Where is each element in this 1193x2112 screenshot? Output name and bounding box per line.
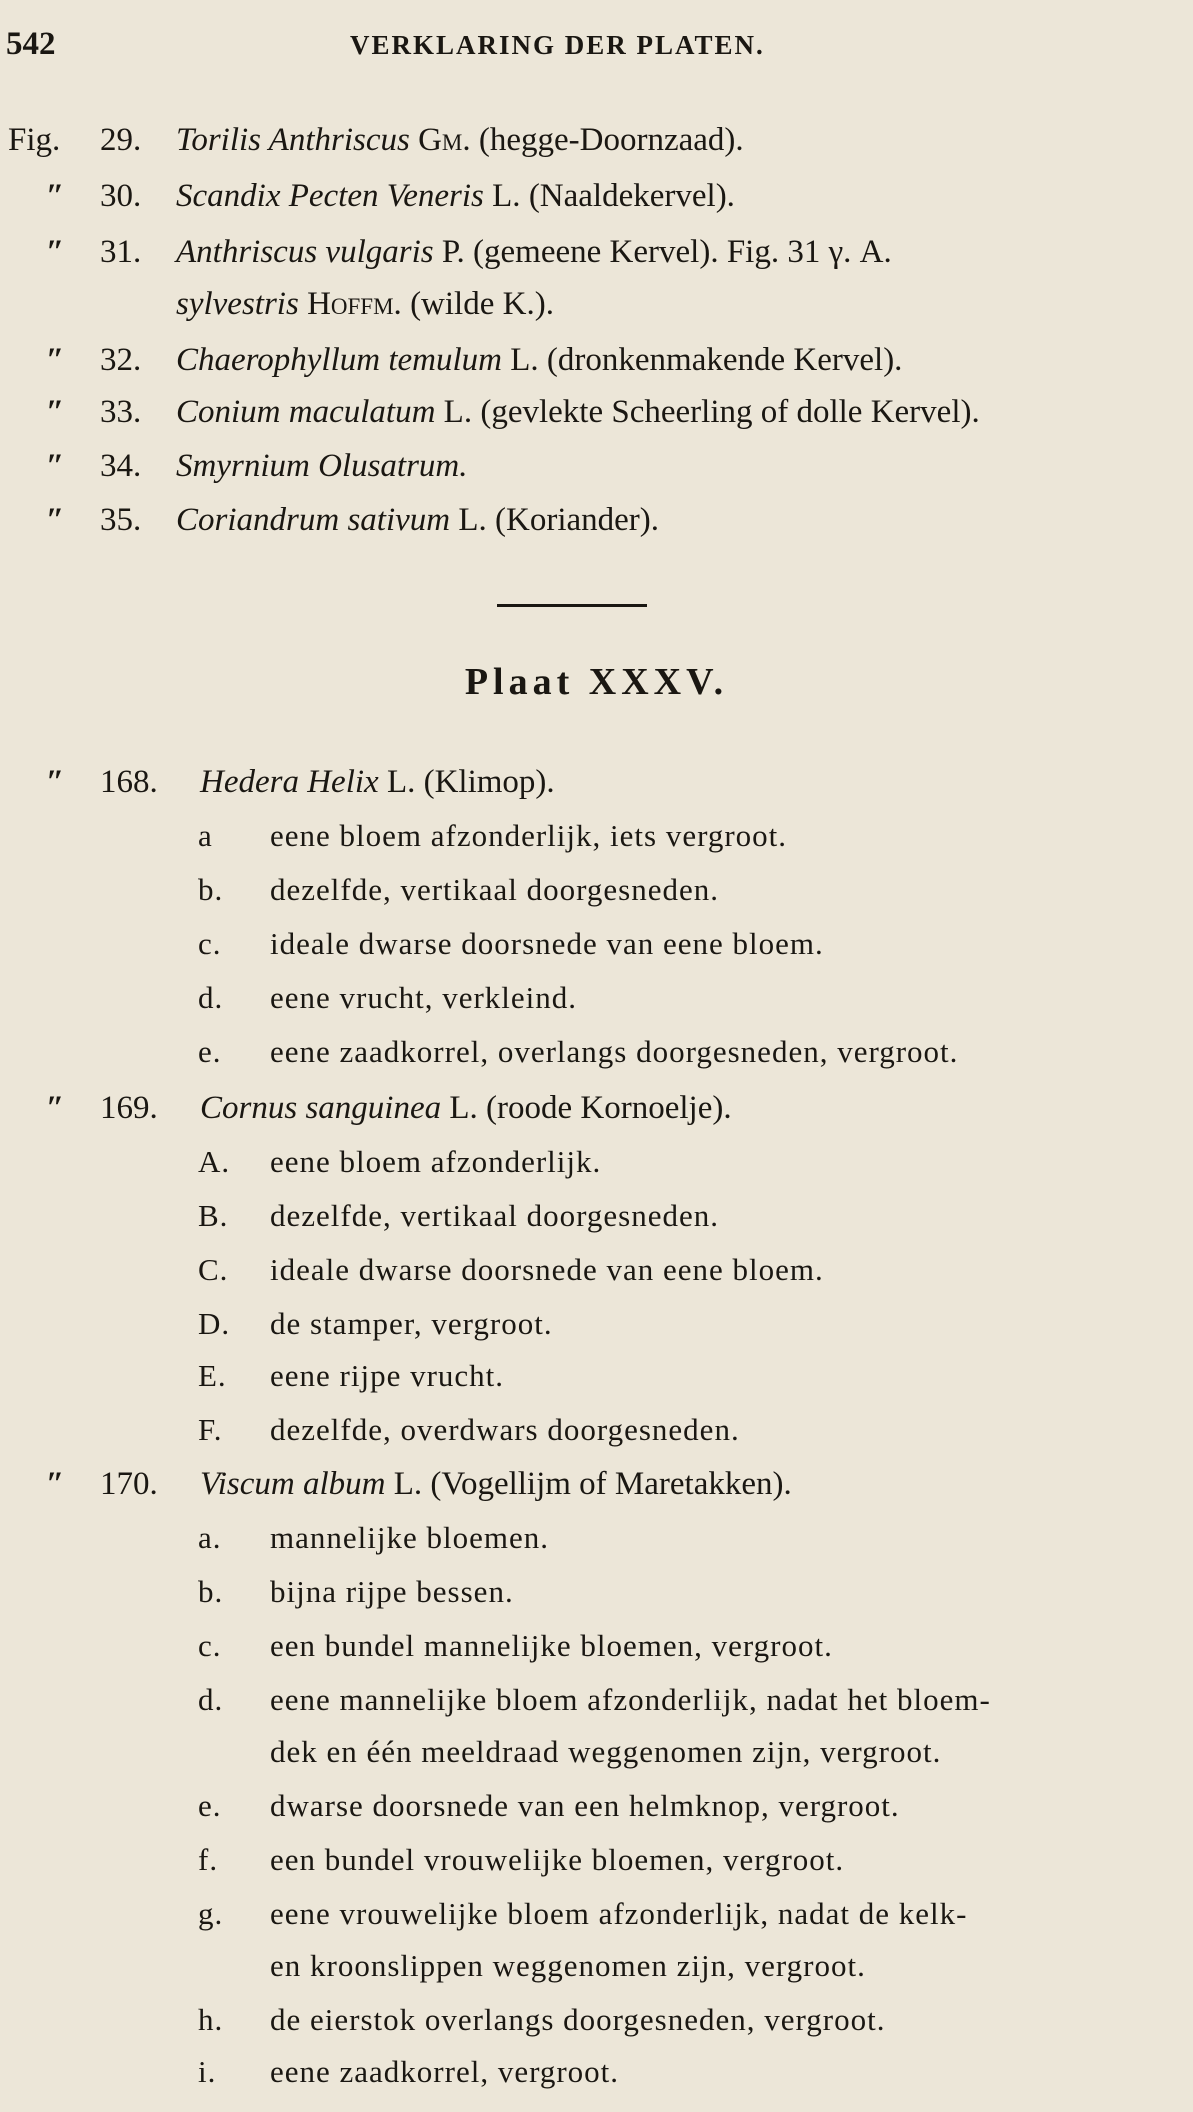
ditto-mark: ″ — [46, 1090, 65, 1126]
list-item — [0, 1350, 1193, 1402]
item-letter: b. — [198, 872, 224, 907]
species-name: Viscum album — [200, 1466, 386, 1502]
fig-number: 34. — [100, 448, 142, 484]
species-name: Conium maculatum — [176, 394, 436, 430]
item-letter: a. — [198, 1520, 222, 1555]
plate-entry-168 — [0, 756, 1193, 808]
ditto-mark: ″ — [46, 178, 65, 214]
fig-label: Fig. — [8, 122, 61, 158]
list-item — [0, 1026, 1193, 1078]
plate-number: 170. — [100, 1466, 158, 1502]
page-header — [0, 26, 1193, 76]
list-item — [0, 1620, 1193, 1672]
species-name: Chaerophyllum temulum — [176, 342, 502, 378]
item-text: mannelijke bloemen. — [270, 1520, 549, 1555]
fig-entry-29 — [0, 114, 1193, 166]
author: P. — [441, 234, 465, 270]
list-item — [0, 1512, 1193, 1564]
common-name: (gemeene Kervel). Fig. 31 γ. A. — [464, 234, 892, 270]
item-text: eene vrucht, verkleind. — [270, 980, 578, 1015]
plate-entry-170 — [0, 1458, 1193, 1510]
list-item — [0, 1298, 1193, 1350]
fig-number: 31. — [100, 234, 142, 270]
item-continuation: dek en één meeldraad weggenomen zijn, vergroot. — [270, 1734, 942, 1769]
fig-description — [176, 170, 735, 222]
fig-number: 32. — [100, 342, 142, 378]
item-letter: b. — [198, 1574, 224, 1609]
species-name: Anthriscus vulgaris — [176, 234, 434, 270]
fig-description — [176, 386, 980, 438]
list-item — [0, 1190, 1193, 1242]
fig-entry-34 — [0, 440, 1193, 492]
list-item — [0, 1780, 1193, 1832]
list-item — [0, 972, 1193, 1024]
fig-number: 30. — [100, 178, 142, 214]
plate-entry-169 — [0, 1082, 1193, 1134]
item-letter: A. — [198, 1144, 231, 1179]
item-text: de eierstok overlangs doorgesneden, vergroot. — [270, 2002, 886, 2037]
item-letter: F. — [198, 1412, 223, 1447]
section-divider — [497, 604, 647, 607]
species-name: Scandix Pecten Veneris — [176, 178, 484, 214]
fig-number: 29. — [100, 122, 142, 158]
item-text: eene bloem afzonderlijk. — [270, 1144, 602, 1179]
fig-description — [176, 226, 892, 278]
fig-description — [176, 334, 902, 386]
fig-entry-31 — [0, 226, 1193, 278]
fig-entry-30 — [0, 170, 1193, 222]
list-item — [0, 1404, 1193, 1456]
list-item — [0, 2046, 1193, 2098]
ditto-mark: ″ — [46, 394, 65, 430]
item-letter: d. — [198, 1682, 224, 1717]
plate-number: 168. — [100, 764, 158, 800]
list-item — [0, 1834, 1193, 1886]
common-name: (hegge-Doornzaad). — [470, 122, 744, 158]
species-name: Hedera Helix — [200, 764, 379, 800]
species-name: Cornus sanguinea — [200, 1090, 442, 1126]
item-letter: i. — [198, 2054, 217, 2089]
common-name: (Koriander). — [486, 502, 660, 538]
list-item — [0, 1136, 1193, 1188]
item-letter: h. — [198, 2002, 224, 2037]
item-letter: B. — [198, 1198, 229, 1233]
author: L. — [492, 178, 521, 214]
ditto-mark: ″ — [46, 1466, 65, 1502]
item-text: dezelfde, vertikaal doorgesneden. — [270, 1198, 720, 1233]
item-letter: D. — [198, 1306, 231, 1341]
common-name: (Naaldekervel). — [520, 178, 735, 214]
item-text: een bundel mannelijke bloemen, vergroot. — [270, 1628, 833, 1663]
item-letter: a — [198, 818, 213, 853]
list-item — [0, 864, 1193, 916]
item-text: dezelfde, vertikaal doorgesneden. — [270, 872, 720, 907]
item-letter: c. — [198, 926, 222, 961]
running-head: VERKLARING DER PLATEN. — [350, 30, 765, 60]
author: L. — [458, 502, 487, 538]
common-name: (Klimop). — [415, 764, 555, 800]
plate-description — [200, 756, 555, 808]
item-text: eene zaadkorrel, overlangs doorgesneden, vergroot. — [270, 1034, 959, 1069]
fig-entry-35 — [0, 494, 1193, 546]
fig-entry-33 — [0, 386, 1193, 438]
item-text: de stamper, vergroot. — [270, 1306, 553, 1341]
item-text: dezelfde, overdwars doorgesneden. — [270, 1412, 740, 1447]
species-name: sylvestris — [176, 286, 299, 322]
ditto-mark: ″ — [46, 764, 65, 800]
list-item — [0, 810, 1193, 862]
fig-number: 35. — [100, 502, 142, 538]
list-item — [0, 1566, 1193, 1618]
item-letter: d. — [198, 980, 224, 1015]
ditto-mark: ″ — [46, 502, 65, 538]
item-letter: f. — [198, 1842, 219, 1877]
author: L. — [510, 342, 539, 378]
plate-number: 169. — [100, 1090, 158, 1126]
plate-title: Plaat XXXV. — [464, 661, 729, 703]
common-name: (wilde K.). — [401, 286, 554, 322]
item-text: een bundel vrouwelijke bloemen, vergroot. — [270, 1842, 845, 1877]
species-name: Torilis Anthriscus — [176, 122, 410, 158]
item-text: eene mannelijke bloem afzonderlijk, nadat het bloem- — [270, 1682, 991, 1717]
item-letter: E. — [198, 1358, 227, 1393]
item-letter: C. — [198, 1252, 229, 1287]
fig-description — [176, 494, 659, 546]
list-item — [0, 1994, 1193, 2046]
page-number: 542 — [6, 26, 56, 62]
item-text: eene rijpe vrucht. — [270, 1358, 505, 1393]
item-continuation: en kroonslippen weggenomen zijn, vergroot. — [270, 1948, 866, 1983]
fig-description — [176, 440, 468, 492]
item-text: eene bloem afzonderlijk, iets vergroot. — [270, 818, 788, 853]
author: Hoffm. — [307, 286, 402, 322]
ditto-mark: ″ — [46, 448, 65, 484]
item-letter: g. — [198, 1896, 224, 1931]
item-letter: c. — [198, 1628, 222, 1663]
ditto-mark: ″ — [46, 234, 65, 270]
list-item — [0, 1674, 1193, 1726]
item-text: ideale dwarse doorsnede van eene bloem. — [270, 926, 824, 961]
list-item — [0, 918, 1193, 970]
common-name: (gevlekte Scheerling of dolle Kervel). — [472, 394, 980, 430]
author: L. — [386, 764, 416, 800]
fig-number: 33. — [100, 394, 142, 430]
common-name: (Vogellijm of Maretakken). — [422, 1466, 792, 1502]
item-letter: e. — [198, 1788, 222, 1823]
item-text: eene vrouwelijke bloem afzonderlijk, nadat de kelk- — [270, 1896, 968, 1931]
fig-entry-32 — [0, 334, 1193, 386]
common-name: (dronkenmakende Kervel). — [538, 342, 903, 378]
item-text: bijna rijpe bessen. — [270, 1574, 514, 1609]
list-item — [0, 1244, 1193, 1296]
item-letter: e. — [198, 1034, 222, 1069]
species-name: Coriandrum sativum — [176, 502, 451, 538]
plate-description — [200, 1082, 732, 1134]
species-name: Smyrnium Olusatrum. — [176, 448, 468, 484]
fig-31-continuation — [176, 278, 554, 330]
common-name: (roode Kornoelje). — [477, 1090, 732, 1126]
plate-description — [200, 1458, 792, 1510]
fig-description — [176, 114, 744, 166]
item-text: dwarse doorsnede van een helmknop, vergroot. — [270, 1788, 900, 1823]
author: Gm. — [418, 122, 471, 158]
item-text: ideale dwarse doorsnede van eene bloem. — [270, 1252, 824, 1287]
author: L. — [393, 1466, 423, 1502]
item-text: eene zaadkorrel, vergroot. — [270, 2054, 620, 2089]
ditto-mark: ″ — [46, 342, 65, 378]
author: L. — [443, 394, 473, 430]
list-item — [0, 1888, 1193, 1940]
author: L. — [449, 1090, 478, 1126]
